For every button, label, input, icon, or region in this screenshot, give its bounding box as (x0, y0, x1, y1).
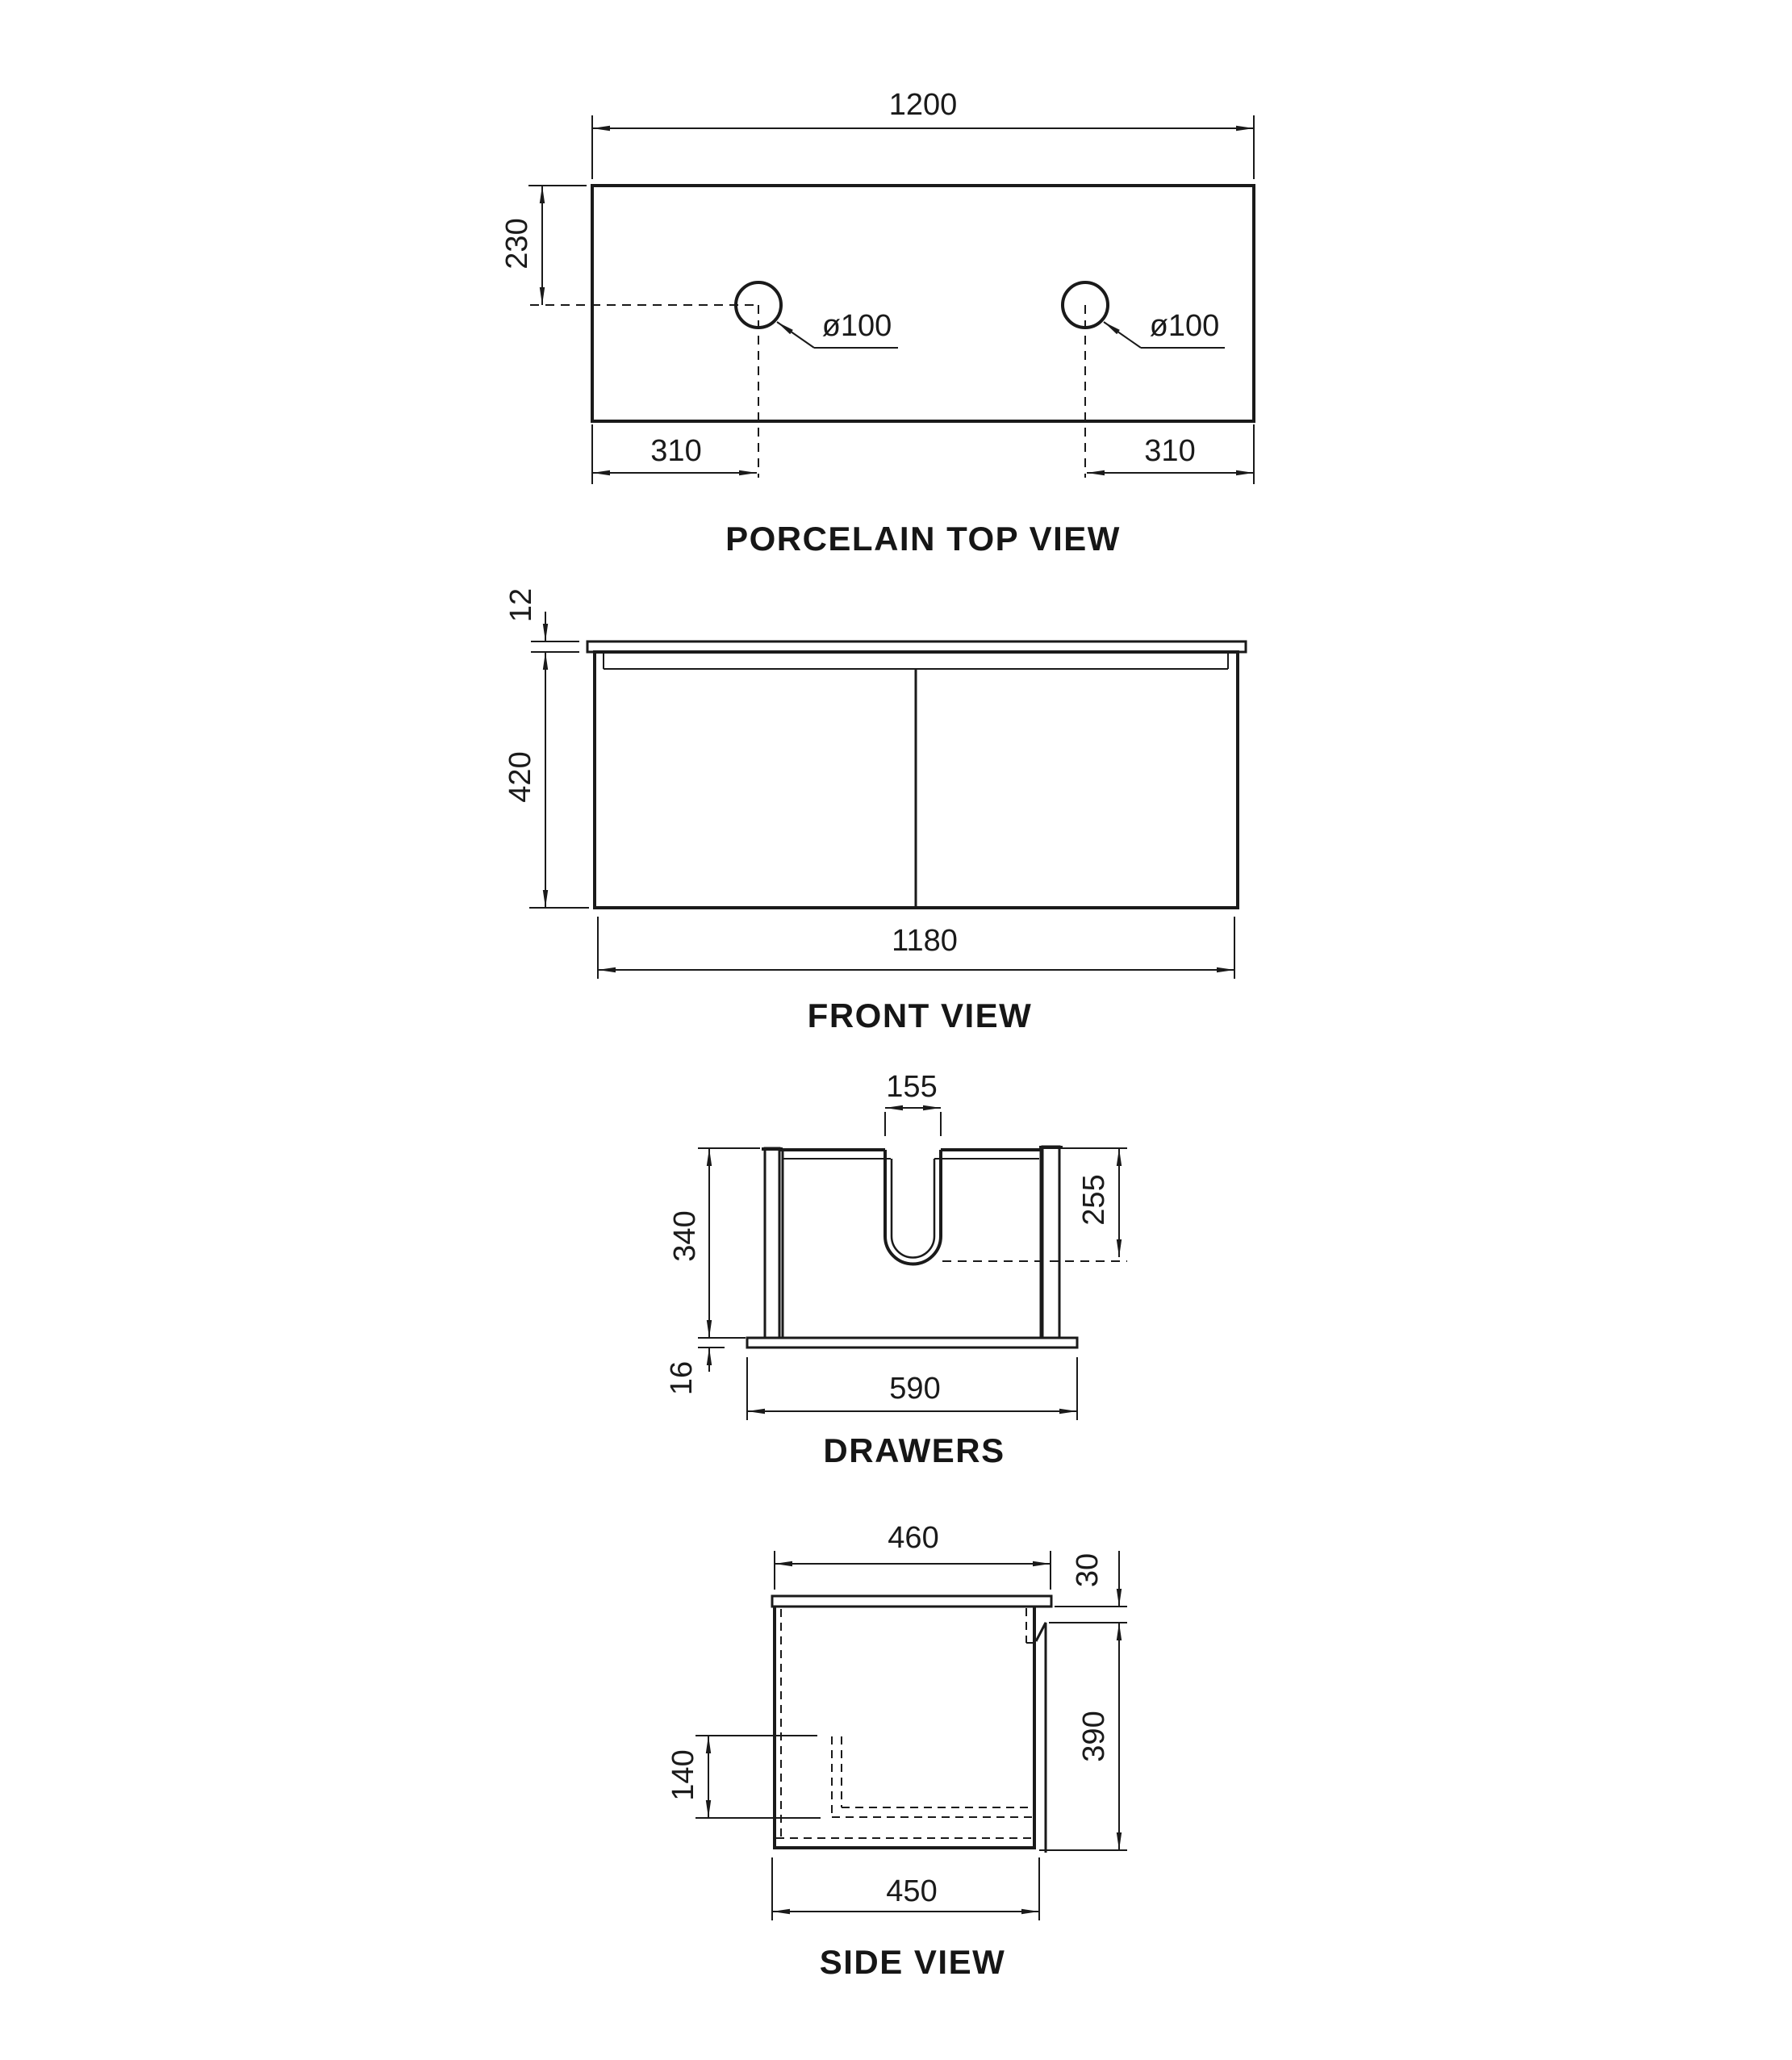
drawers-title: DRAWERS (823, 1431, 1005, 1469)
tap-hole-left-label: ø100 (819, 311, 896, 341)
top-view-dim-width (592, 115, 1254, 179)
side-view-title: SIDE VIEW (819, 1943, 1006, 1981)
front-view-title: FRONT VIEW (807, 997, 1033, 1034)
side-view-hidden-lines (776, 1608, 1037, 1838)
side-view-dim-depth-top (775, 1551, 1051, 1590)
side-view-drawer-height-label: 140 (666, 1749, 700, 1801)
drawer-gable-left (762, 1148, 783, 1338)
top-view-width-label: 1200 (886, 90, 961, 120)
top-view-offset-left-label: 310 (647, 436, 704, 466)
side-view-depth-bottom-label: 450 (883, 1876, 940, 1907)
front-view-drawing (529, 612, 1246, 979)
side-view-top-slab (772, 1596, 1051, 1607)
top-view-dim-depth (528, 186, 757, 305)
front-view-dim-height (529, 612, 589, 908)
side-view-dim-drawer-height (695, 1736, 821, 1818)
top-view-slab-outline (592, 186, 1254, 421)
side-view-door-profile (1036, 1623, 1046, 1853)
top-view-title: PORCELAIN TOP VIEW (725, 520, 1121, 558)
drawer-gable-right (1039, 1147, 1063, 1338)
side-view-depth-top-label: 460 (884, 1523, 942, 1553)
plumbing-cutout-inner (892, 1159, 934, 1258)
drawers-height-label: 340 (668, 1210, 702, 1262)
top-view-drawing (528, 115, 1254, 484)
front-view-recess-band (604, 652, 1228, 669)
front-view-width-label: 1180 (888, 926, 961, 956)
side-view-top-offset-label: 30 (1071, 1552, 1105, 1588)
side-view-carcass (773, 1607, 1036, 1848)
side-view-drawing (695, 1551, 1127, 1920)
top-view-depth-label: 230 (500, 218, 534, 270)
drawers-dim-height (698, 1148, 760, 1338)
drawer-box (779, 1150, 1042, 1338)
drawers-dim-base-thickness (698, 1348, 725, 1372)
drawers-width-label: 590 (886, 1373, 943, 1404)
drawers-dim-cutout-width (885, 1108, 941, 1136)
side-view-height-label: 390 (1077, 1711, 1111, 1762)
front-view-top-thickness-label: 12 (504, 587, 538, 623)
drawers-cutout-depth-label: 255 (1077, 1174, 1111, 1226)
tap-hole-right-label: ø100 (1147, 311, 1223, 341)
drawers-cutout-width-label: 155 (883, 1072, 940, 1102)
drawer-base-plate (747, 1338, 1077, 1348)
front-view-height-label: 420 (503, 751, 537, 803)
top-view-offset-right-label: 310 (1141, 436, 1198, 466)
drawers-base-thickness-label: 16 (665, 1360, 699, 1396)
